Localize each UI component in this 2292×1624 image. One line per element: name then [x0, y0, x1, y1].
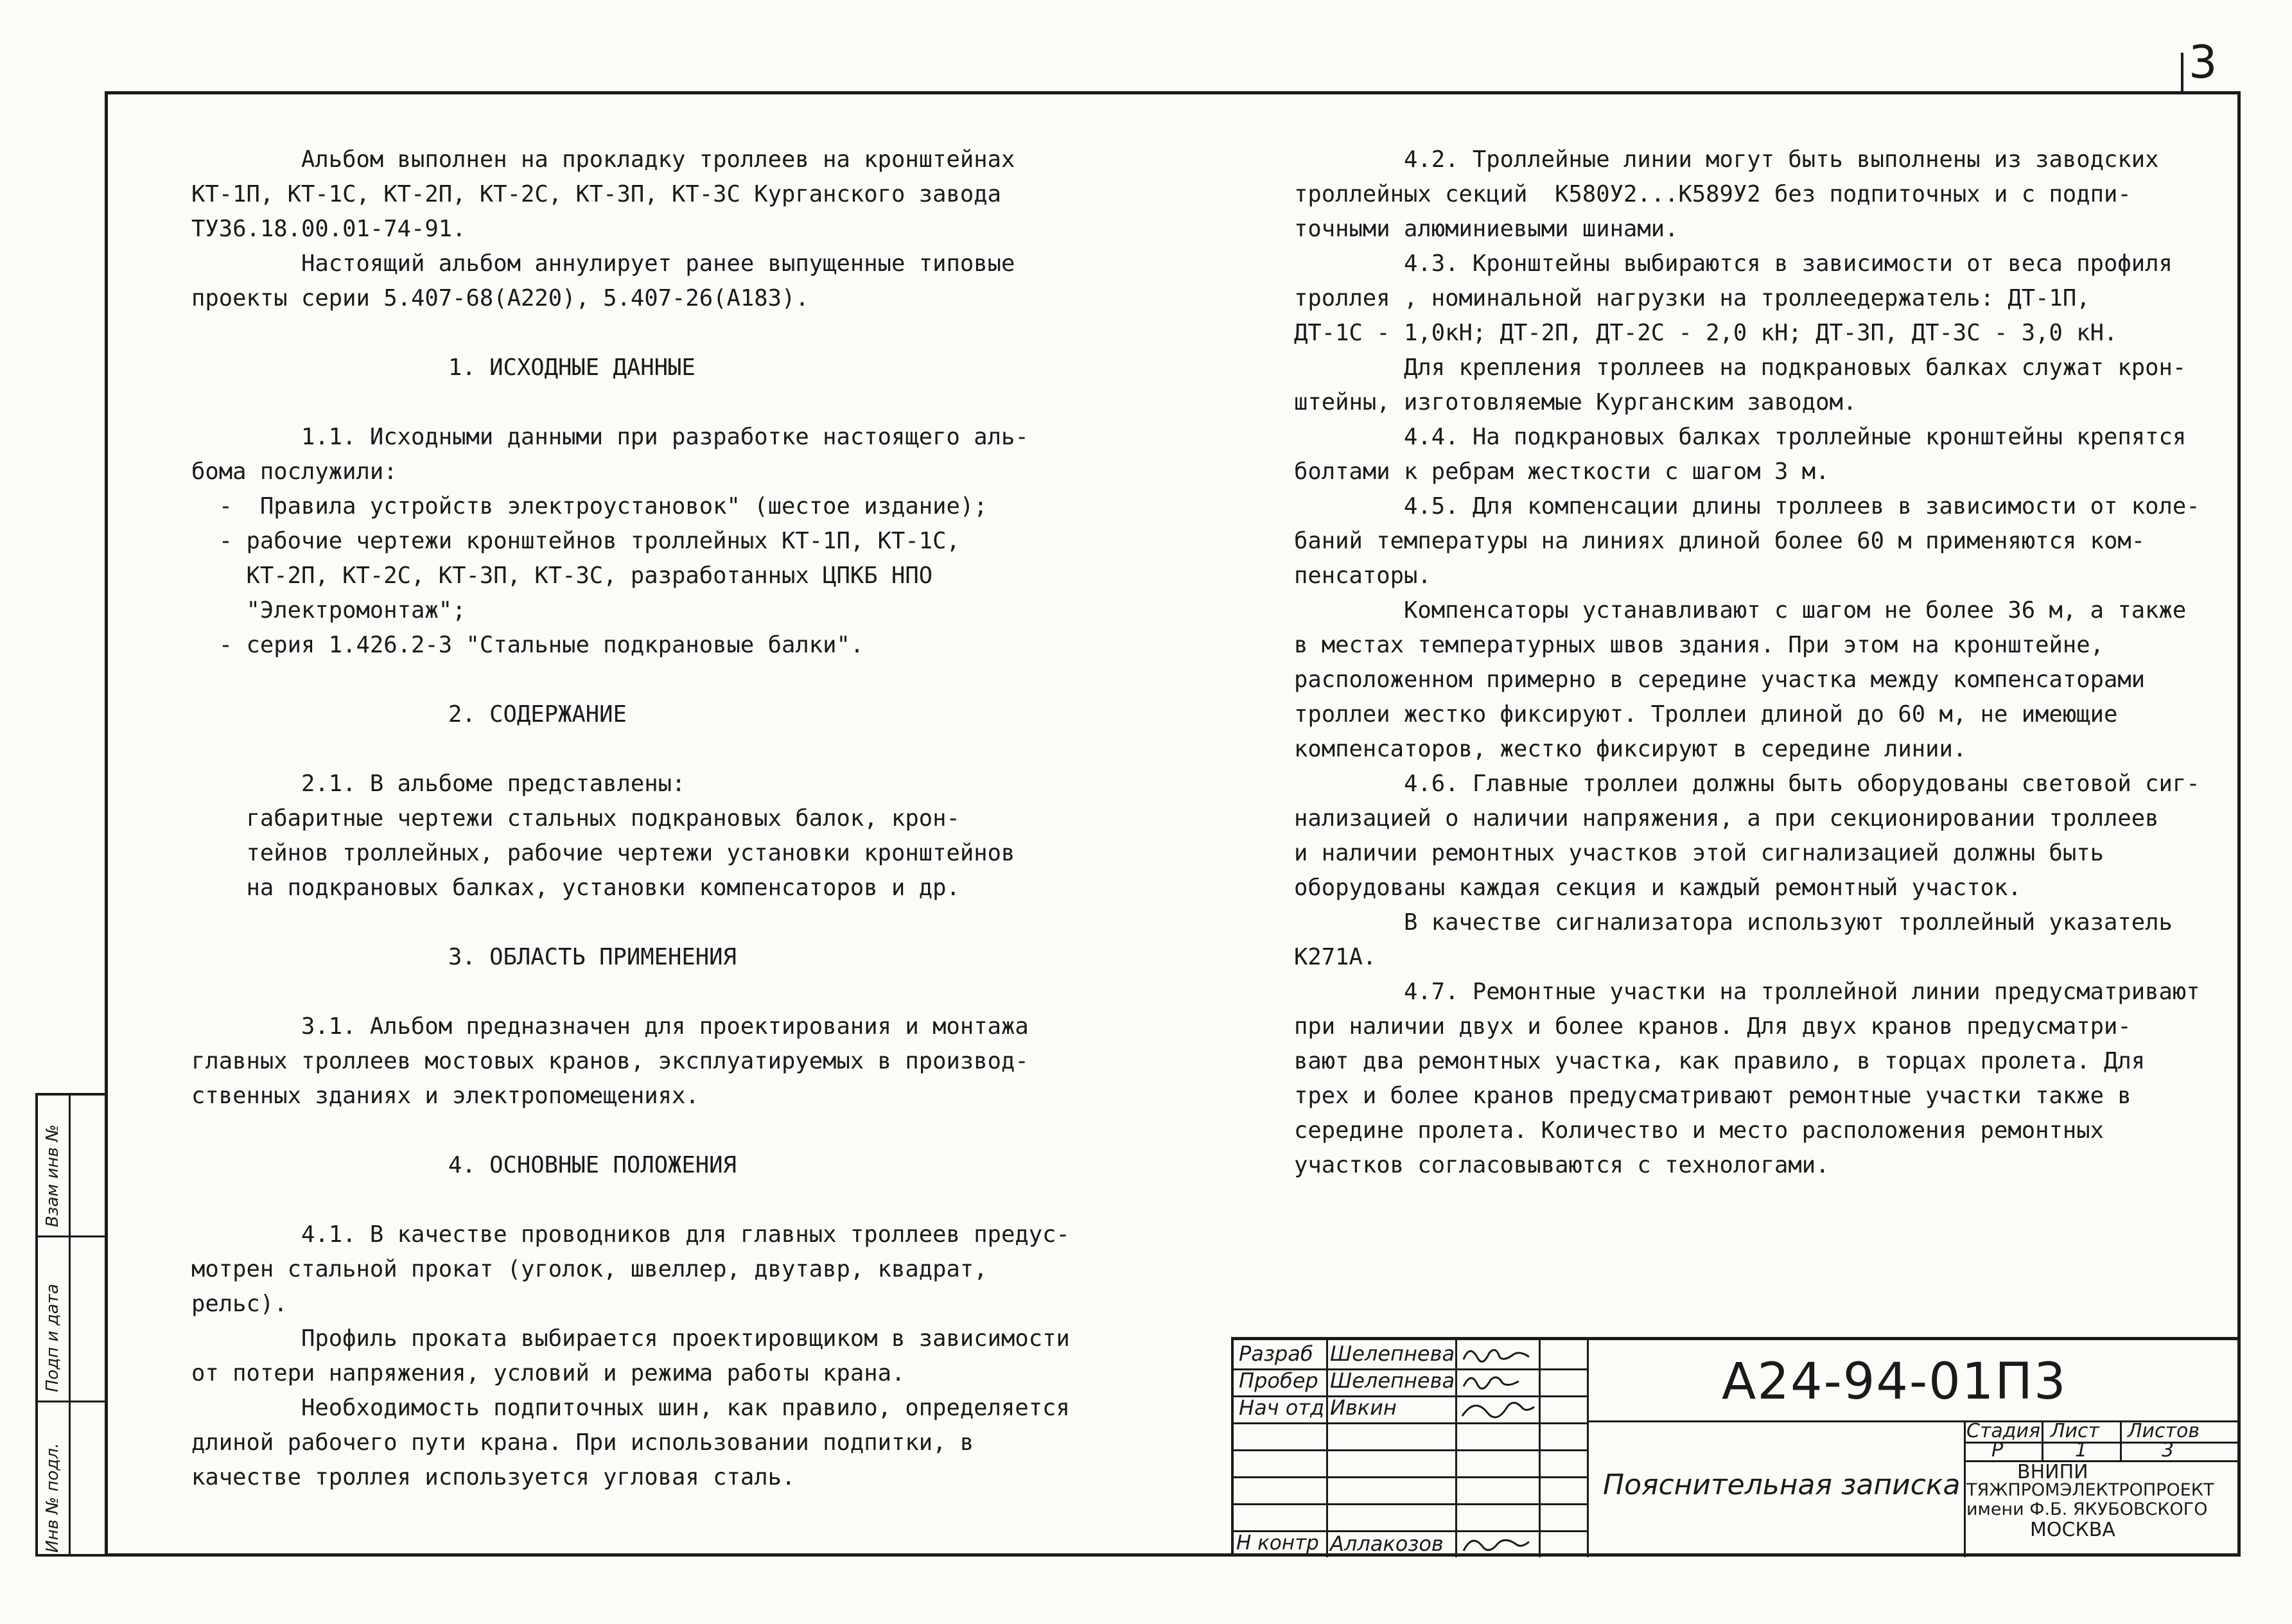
section-heading: 4. ОСНОВНЫЕ ПОЛОЖЕНИЯ: [448, 1152, 737, 1178]
text-line: 2.1. В альбоме представлены:: [191, 771, 686, 797]
signatures: [1457, 1340, 1538, 1557]
text-line: К271А.: [1294, 944, 1377, 970]
side-label-replace-inv: Взам инв №: [43, 1124, 62, 1227]
text-line: Альбом выполнен на прокладку троллеев на кронштейнах: [191, 146, 1015, 173]
name-norm-control: Аллакозов: [1330, 1532, 1444, 1556]
text-line: пенсаторы.: [1294, 563, 1431, 589]
text-line: рельс).: [191, 1291, 288, 1317]
sheet-value: 1: [2075, 1439, 2088, 1462]
text-line: бома послужили:: [191, 458, 398, 485]
org-line-1: ВНИПИ: [2017, 1461, 2088, 1483]
text-line: штейны, изготовляемые Курганским заводом.: [1294, 389, 1857, 415]
org-line-2: ТЯЖПРОМЭЛЕКТРОПРОЕКТ: [1966, 1480, 2214, 1500]
text-line: нализацией о наличии напряжения, а при секционировании троллеев: [1294, 805, 2159, 832]
name-checker: Шелепнева: [1330, 1368, 1455, 1393]
org-line-3: имени Ф.Б. ЯКУБОВСКОГО: [1966, 1499, 2208, 1519]
text-line: длиной рабочего пути крана. При использовании подпитки, в: [191, 1429, 974, 1456]
document-title: Пояснительная записка: [1603, 1469, 1961, 1501]
text-line: Необходимость подпиточных шин, как правило, определяется: [191, 1395, 1070, 1421]
sheets-label: Листов: [2128, 1420, 2200, 1442]
text-line: 4.7. Ремонтные участки на троллейной линии предусматривают: [1294, 979, 2200, 1005]
text-line: главных троллеев мостовых кранов, эксплуатируемых в производ-: [191, 1048, 1029, 1074]
section-heading: 3. ОБЛАСТЬ ПРИМЕНЕНИЯ: [448, 944, 737, 970]
text-line: 3.1. Альбом предназначен для проектирования и монтажа: [191, 1013, 1029, 1040]
text-line: трех и более кранов предусматривают ремонтные участки также в: [1294, 1083, 2131, 1109]
text-line: [191, 1183, 1070, 1218]
text-line: ственных зданиях и электропомещениях.: [191, 1083, 699, 1109]
name-developer: Шелепнева: [1330, 1341, 1455, 1366]
text-line: [191, 732, 1070, 767]
text-line: КТ-1П, КТ-1С, КТ-2П, КТ-2С, КТ-3П, КТ-3С Курганского завода: [191, 181, 1001, 207]
name-dept-head: Ивкин: [1330, 1395, 1397, 1420]
left-text-column: [191, 143, 1070, 1495]
text-line: КТ-2П, КТ-2С, КТ-3П, КТ-3С, разработанных ЦПКБ НПО: [191, 563, 933, 589]
text-line: проекты серии 5.407-68(А220), 5.407-26(А183).: [191, 285, 809, 311]
text-line: - рабочие чертежи кронштейнов троллейных КТ-1П, КТ-1С,: [191, 528, 960, 554]
text-line: [191, 975, 1070, 1009]
text-line: [191, 905, 1070, 940]
text-line: Для крепления троллеев на подкрановых балках служат крон-: [1294, 354, 2187, 381]
text-line: [191, 663, 1070, 697]
text-line: - Правила устройств электроустановок" (шестое издание);: [191, 493, 988, 520]
role-checker: Пробер: [1239, 1368, 1318, 1393]
text-line: качестве троллея используется угловая сталь.: [191, 1464, 796, 1490]
text-line: оборудованы каждая секция и каждый ремонтный участок.: [1294, 875, 2022, 901]
sheet-label: Лист: [2051, 1420, 2100, 1442]
stage-label: Стадия: [1966, 1420, 2041, 1442]
sheets-value: 3: [2162, 1439, 2174, 1462]
text-line: 4.1. В качестве проводников для главных троллеев предус-: [191, 1221, 1070, 1248]
text-line: точными алюминиевыми шинами.: [1294, 216, 1679, 242]
text-line: троллеи жестко фиксируют. Троллеи длиной до 60 м, не имеющие: [1294, 701, 2118, 728]
text-line: Настоящий альбом аннулирует ранее выпущенные типовые: [191, 250, 1015, 277]
stage-value: Р: [1991, 1439, 2004, 1462]
text-line: - серия 1.426.2-3 "Стальные подкрановые балки".: [191, 632, 864, 658]
text-line: 4.4. На подкрановых балках троллейные кронштейны крепятся: [1294, 424, 2187, 450]
text-line: [191, 316, 1070, 351]
text-line: 4.5. Для компенсации длины троллеев в зависимости от коле-: [1294, 493, 2200, 520]
text-line: Профиль проката выбирается проектировщиком в зависимости: [191, 1325, 1070, 1352]
text-line: ТУ36.18.00.01-74-91.: [191, 216, 466, 242]
document-code: А24-94-01П3: [1722, 1353, 2067, 1411]
text-line: троллейных секций К580У2...К589У2 без подпиточных и с подпи-: [1294, 181, 2131, 207]
side-label-original-inv: Инв № подл.: [43, 1442, 62, 1553]
text-line: 1.1. Исходными данными при разработке настоящего аль-: [191, 424, 1029, 450]
text-line: баний температуры на линиях длиной более 60 м применяются ком-: [1294, 528, 2146, 554]
side-stamp: [35, 1093, 105, 1557]
text-line: тейнов троллейных, рабочие чертежи установки кронштейнов: [191, 840, 1015, 866]
text-line: ДТ-1С - 1,0кН; ДТ-2П, ДТ-2С - 2,0 кН; ДТ-3П, ДТ-3С - 3,0 кН.: [1294, 320, 2118, 346]
role-norm-control: Н контр: [1236, 1532, 1319, 1555]
text-line: мотрен стальной прокат (уголок, швеллер, двутавр, квадрат,: [191, 1256, 988, 1282]
text-line: от потери напряжения, условий и режима работы крана.: [191, 1360, 905, 1386]
text-line: Компенсаторы устанавливают с шагом не более 36 м, а также: [1294, 597, 2187, 624]
text-line: участков согласовываются с технологами.: [1294, 1152, 1830, 1178]
text-line: середине пролета. Количество и место расположения ремонтных: [1294, 1117, 2104, 1144]
role-developer: Разраб: [1239, 1341, 1313, 1366]
right-text-column: [1294, 143, 2200, 1183]
text-line: "Электромонтаж";: [191, 597, 466, 624]
text-line: 4.6. Главные троллеи должны быть оборудованы световой сиг-: [1294, 771, 2200, 797]
sheet-number: 3: [2189, 36, 2218, 89]
text-line: 4.2. Троллейные линии могут быть выполнены из заводских: [1294, 146, 2159, 173]
role-dept-head: Нач отд: [1239, 1395, 1325, 1420]
text-line: [191, 385, 1070, 420]
text-line: расположенном примерно в середине участка между компенсаторами: [1294, 667, 2146, 693]
text-line: и наличии ремонтных участков этой сигнализацией должны быть: [1294, 840, 2104, 866]
text-line: компенсаторов, жестко фиксируют в середине линии.: [1294, 736, 1967, 762]
section-heading: 1. ИСХОДНЫЕ ДАННЫЕ: [448, 354, 695, 381]
side-label-sign-date: Подп и дата: [43, 1284, 62, 1392]
text-line: в местах температурных швов здания. При этом на кронштейне,: [1294, 632, 2104, 658]
title-block: [1231, 1337, 2241, 1557]
text-line: В качестве сигнализатора используют троллейный указатель: [1294, 909, 2173, 936]
text-line: [191, 1113, 1070, 1148]
text-line: при наличии двух и более кранов. Для двух кранов предусматри-: [1294, 1013, 2131, 1040]
section-heading: 2. СОДЕРЖАНИЕ: [448, 701, 627, 728]
sheet-number-divider: [2181, 53, 2183, 91]
text-line: вают два ремонтных участка, как правило, в торцах пролета. Для: [1294, 1048, 2146, 1074]
org-line-4: МОСКВА: [2030, 1519, 2115, 1541]
text-line: 4.3. Кронштейны выбираются в зависимости от веса профиля: [1294, 250, 2173, 277]
text-line: на подкрановых балках, установки компенсаторов и др.: [191, 875, 960, 901]
text-line: болтами к ребрам жесткости с шагом 3 м.: [1294, 458, 1830, 485]
text-line: габаритные чертежи стальных подкрановых балок, крон-: [191, 805, 960, 832]
text-line: троллея , номинальной нагрузки на троллеедержатель: ДТ-1П,: [1294, 285, 2090, 311]
